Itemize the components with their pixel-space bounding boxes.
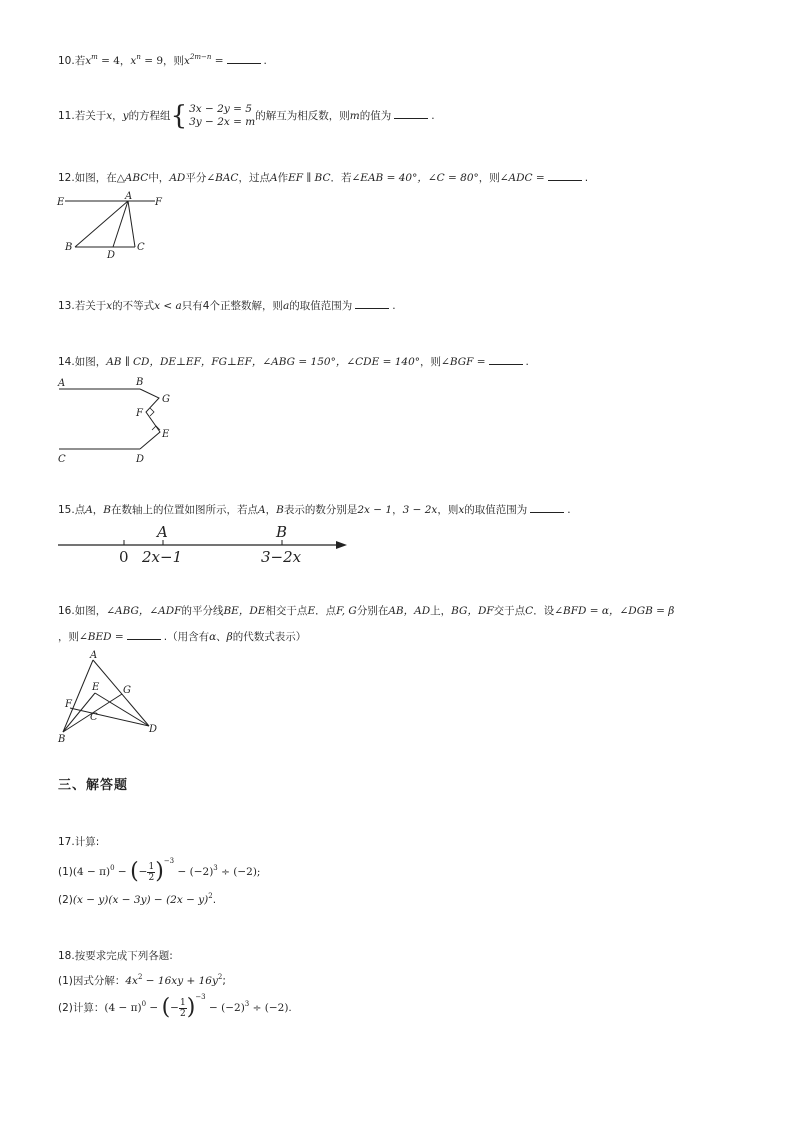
q17-p1-a: (4 − π) xyxy=(72,866,111,878)
q18-p1-end: ; xyxy=(222,975,226,987)
q12-t3: ∠BAC xyxy=(206,172,239,184)
q10-eq2: = 9，则 xyxy=(140,55,185,67)
q14-suffix: . xyxy=(525,356,529,368)
q15-t1: A xyxy=(85,504,93,516)
q16-mid5: 上， xyxy=(430,605,452,617)
label-c: C xyxy=(58,454,66,465)
q18-p2-d-sup: 3 xyxy=(244,1000,250,1008)
question-12 xyxy=(58,170,588,186)
figure-15-number-line xyxy=(55,520,355,566)
label-b: B xyxy=(58,734,66,745)
question-13 xyxy=(58,298,396,314)
q12-t7: ∠ADC = xyxy=(499,172,545,184)
q11-var-x: x xyxy=(106,110,113,122)
frac-num: 1 xyxy=(148,861,155,872)
q13-prefix: 13.若关于 xyxy=(58,300,107,312)
label-e: E xyxy=(57,197,65,208)
line-ac xyxy=(128,201,135,247)
q15-prefix: 15.点 xyxy=(58,504,86,516)
q15-mid4: 的取值范围为 xyxy=(464,504,528,516)
paren-right-icon: ) xyxy=(155,859,164,884)
q15-sep2: ， xyxy=(265,504,277,516)
q15-t4: B xyxy=(276,504,284,516)
label-g: G xyxy=(162,394,170,405)
brace-icon: { xyxy=(170,101,188,131)
q18-part1 xyxy=(58,973,226,989)
question-11 xyxy=(58,103,435,129)
answer-blank[interactable] xyxy=(127,629,161,640)
q16-mid1: 的平分线 xyxy=(181,605,224,617)
q15-mid2: 表示的数分别是 xyxy=(283,504,358,516)
q18-p1-a: 4x xyxy=(125,975,138,987)
q15-var-x: x xyxy=(458,504,465,516)
q11-post2: 的值为 xyxy=(359,110,392,122)
q11-prefix: 11.若关于 xyxy=(58,110,107,122)
label-c: C xyxy=(137,242,145,253)
q16-sep: 、 xyxy=(216,631,227,643)
q10-sup2: n xyxy=(136,53,141,61)
q18-p2-d: − (−2) xyxy=(205,1002,245,1014)
frac-den: 2 xyxy=(148,872,155,883)
q12-mid3: ，过点 xyxy=(238,172,270,184)
q13-mid1: 的不等式 xyxy=(112,300,155,312)
question-14 xyxy=(58,354,529,370)
q12-t5: EF ∥ BC xyxy=(288,172,331,184)
label-c: C xyxy=(90,712,98,723)
q17-p1-e: ÷ (−2); xyxy=(217,866,261,878)
zigzag-bgfed xyxy=(140,389,160,449)
q14-mid: ，则 xyxy=(420,356,442,368)
q10-expr2: x xyxy=(130,55,137,67)
q12-t2: AD xyxy=(169,172,186,184)
q18-p2-a-sup: 0 xyxy=(141,1000,147,1008)
label-f: F xyxy=(155,197,162,208)
q16-mid7: ．设 xyxy=(533,605,555,617)
q16-line2-prefix: ，则 xyxy=(58,631,79,643)
question-16-line2 xyxy=(58,629,306,645)
equation-a: 3x − 2y = 5 xyxy=(189,103,252,115)
q18-p2-e: ÷ (−2). xyxy=(249,1002,292,1014)
q13-var-x: x xyxy=(106,300,113,312)
line-ed xyxy=(95,693,149,726)
q18-p1-label: (1)因式分解： xyxy=(58,975,126,987)
label-a: A xyxy=(125,191,133,202)
q10-suffix: . xyxy=(263,55,267,67)
q15-t5: 2x − 1 xyxy=(357,504,393,516)
arrow-right-icon xyxy=(336,541,347,549)
q12-t6: ∠EAB = 40°，∠C = 80° xyxy=(351,172,479,184)
q12-mid6: ，则 xyxy=(478,172,500,184)
q16-alpha: α xyxy=(209,631,217,643)
q16-line2-suffix: .（用含有 xyxy=(163,631,210,643)
q16-mid3: ．点 xyxy=(315,605,337,617)
answer-blank[interactable] xyxy=(394,108,428,119)
q10-expr3: x xyxy=(184,55,190,67)
label-a: A xyxy=(90,650,98,661)
q15-sep3: ， xyxy=(392,504,403,516)
q12-mid2: 平分 xyxy=(185,172,207,184)
paren-right-icon: ) xyxy=(186,995,196,1020)
q13-mid3: 的取值范围为 xyxy=(289,300,353,312)
q13-suffix: . xyxy=(392,300,396,312)
answer-blank[interactable] xyxy=(489,354,523,365)
fraction-half xyxy=(179,998,187,1019)
q13-var-a: a xyxy=(282,300,290,312)
label-f: F xyxy=(65,699,72,710)
q18-p1-sup2: 2 xyxy=(217,973,223,981)
q17-p1-d: − (−2) xyxy=(174,866,214,878)
figure-14 xyxy=(54,374,184,468)
section-title: 三、解答题 xyxy=(58,778,129,793)
line-ad xyxy=(93,660,149,726)
question-16-line1 xyxy=(58,603,674,619)
label-b: B xyxy=(65,242,73,253)
label-g: G xyxy=(123,685,131,696)
label-d: D xyxy=(149,724,158,735)
q17-p1-label: (1) xyxy=(58,866,73,878)
q18-title: 18.按要求完成下列各题: xyxy=(58,950,173,962)
q15-mid1: 在数轴上的位置如图所示，若点 xyxy=(111,504,259,516)
q16-t8: ∠BFD = α，∠DGB = β xyxy=(554,605,675,617)
q13-t1: x < a xyxy=(154,300,182,312)
q12-prefix: 12.如图，在 xyxy=(58,172,117,184)
q18-p1-sup1: 2 xyxy=(137,973,143,981)
q16-line2-end: 的代数式表示） xyxy=(232,631,307,643)
q10-sup3: 2m−n xyxy=(189,53,212,61)
equation-system xyxy=(189,103,255,129)
label-a: A xyxy=(157,523,168,541)
q10-sup1: m xyxy=(91,53,98,61)
q12-t1: △ABC xyxy=(116,172,149,184)
q17-p2-sup: 2 xyxy=(208,892,213,900)
q11-suffix: . xyxy=(431,110,435,122)
q18-p2-a: (4 − π) xyxy=(104,1002,142,1014)
q16-t3: E xyxy=(307,605,316,617)
figure-12 xyxy=(55,190,175,262)
q18-p2-label: (2)计算： xyxy=(58,1002,105,1014)
frac-num: 1 xyxy=(179,997,186,1008)
label-d: D xyxy=(136,454,145,465)
label-zero: 0 xyxy=(119,548,129,566)
answer-blank[interactable] xyxy=(355,298,389,309)
q16-mid6: 交于点 xyxy=(493,605,526,617)
frac-den: 2 xyxy=(179,1008,186,1019)
q17-p1-c-sup: −3 xyxy=(163,857,175,865)
q12-t4: A xyxy=(269,172,278,184)
q15-t2: B xyxy=(103,504,112,516)
q16-prefix: 16.如图， xyxy=(58,605,107,617)
q16-t2: BE，DE xyxy=(223,605,266,617)
q10-eq1: = 4， xyxy=(97,55,131,67)
label-a: A xyxy=(58,378,66,389)
q14-t1: AB ∥ CD，DE⊥EF，FG⊥EF，∠ABG = 150°，∠CDE = 140° xyxy=(106,356,421,368)
q11-var-y: y xyxy=(122,110,129,122)
label-d: D xyxy=(107,250,116,261)
q16-t1: ∠ABG，∠ADF xyxy=(106,605,182,617)
q11-sep: ， xyxy=(112,110,123,122)
label-b: B xyxy=(136,377,144,388)
q10-prefix: 10.若 xyxy=(58,55,86,67)
label-f: F xyxy=(136,408,143,419)
q16-t9: ∠BED = xyxy=(79,631,124,643)
q15-t6: 3 − 2x xyxy=(402,504,438,516)
q17-p1-b: − xyxy=(114,866,131,878)
q11-mid: 的方程组 xyxy=(128,110,171,122)
q18-p1-b: − 16xy + 16y xyxy=(142,975,218,987)
q15-suffix: . xyxy=(567,504,571,516)
q16-mid4: 分别在 xyxy=(356,605,389,617)
line-ab xyxy=(63,660,93,732)
q16-t6: BG，DF xyxy=(451,605,494,617)
line-fd xyxy=(70,708,149,726)
q12-mid4: 作 xyxy=(277,172,289,184)
q18-part2: (2)计算：$(4 - \pi)^0$ − (− $\frac{1}{2}$ )$^{-3} - (-2)^3 \div (-2)$. xyxy=(58,993,292,1020)
q17-p1-a-sup: 0 xyxy=(110,864,115,872)
paren-left-icon: ( xyxy=(161,995,171,1020)
q16-t5: AB，AD xyxy=(388,605,431,617)
label-b: B xyxy=(276,523,288,541)
right-angle-f xyxy=(150,408,154,416)
label-e: E xyxy=(92,682,100,693)
answer-blank[interactable] xyxy=(530,502,564,513)
q17-p2-label: (2) xyxy=(58,894,73,906)
q15-t3: A xyxy=(258,504,266,516)
q18-p2-c-sup: −3 xyxy=(195,993,206,1001)
q17-title: 17.计算: xyxy=(58,836,100,848)
q16-mid2: 相交于点 xyxy=(265,605,308,617)
q16-t7: C xyxy=(525,605,534,617)
paren-left-icon: ( xyxy=(130,859,139,884)
q14-t2: ∠BGF = xyxy=(441,356,486,368)
q17-p1-d-sup: 3 xyxy=(213,864,218,872)
q10-expr1: x xyxy=(85,55,92,67)
q12-suffix: . xyxy=(584,172,589,184)
q15-sep1: ， xyxy=(92,504,104,516)
q17-part1: $(1)(4 - \pi)^0$ − (− $\frac{1}{2}$ )$^{-3} - (-2)^3 \div (-2)$; xyxy=(58,857,261,884)
q17-p2-a: (x − y)(x − 3y) − (2x − y) xyxy=(72,894,209,906)
q16-beta: β xyxy=(226,631,233,643)
q11-var-m: m xyxy=(349,110,360,122)
label-a-value: 2x−1 xyxy=(142,548,183,566)
figure-16 xyxy=(55,648,170,746)
q13-mid2: 只有4个正整数解，则 xyxy=(181,300,283,312)
q14-prefix: 14.如图， xyxy=(58,356,107,368)
answer-blank[interactable] xyxy=(227,53,261,64)
q12-mid1: 中， xyxy=(148,172,170,184)
q17-p2-end: . xyxy=(212,894,217,906)
answer-blank[interactable] xyxy=(548,170,582,181)
label-b-value: 3−2x xyxy=(261,548,302,566)
equation-b: 3y − 2x = m xyxy=(189,116,256,128)
q10-eq3: = xyxy=(211,55,224,67)
question-15 xyxy=(58,502,571,518)
question-10 xyxy=(58,53,267,69)
q16-t4: F, G xyxy=(336,605,357,617)
q17-part2 xyxy=(58,892,216,908)
q11-post1: 的解互为相反数，则 xyxy=(255,110,350,122)
label-e: E xyxy=(162,429,170,440)
q12-mid5: ．若 xyxy=(330,172,352,184)
q15-mid3: ，则 xyxy=(437,504,459,516)
